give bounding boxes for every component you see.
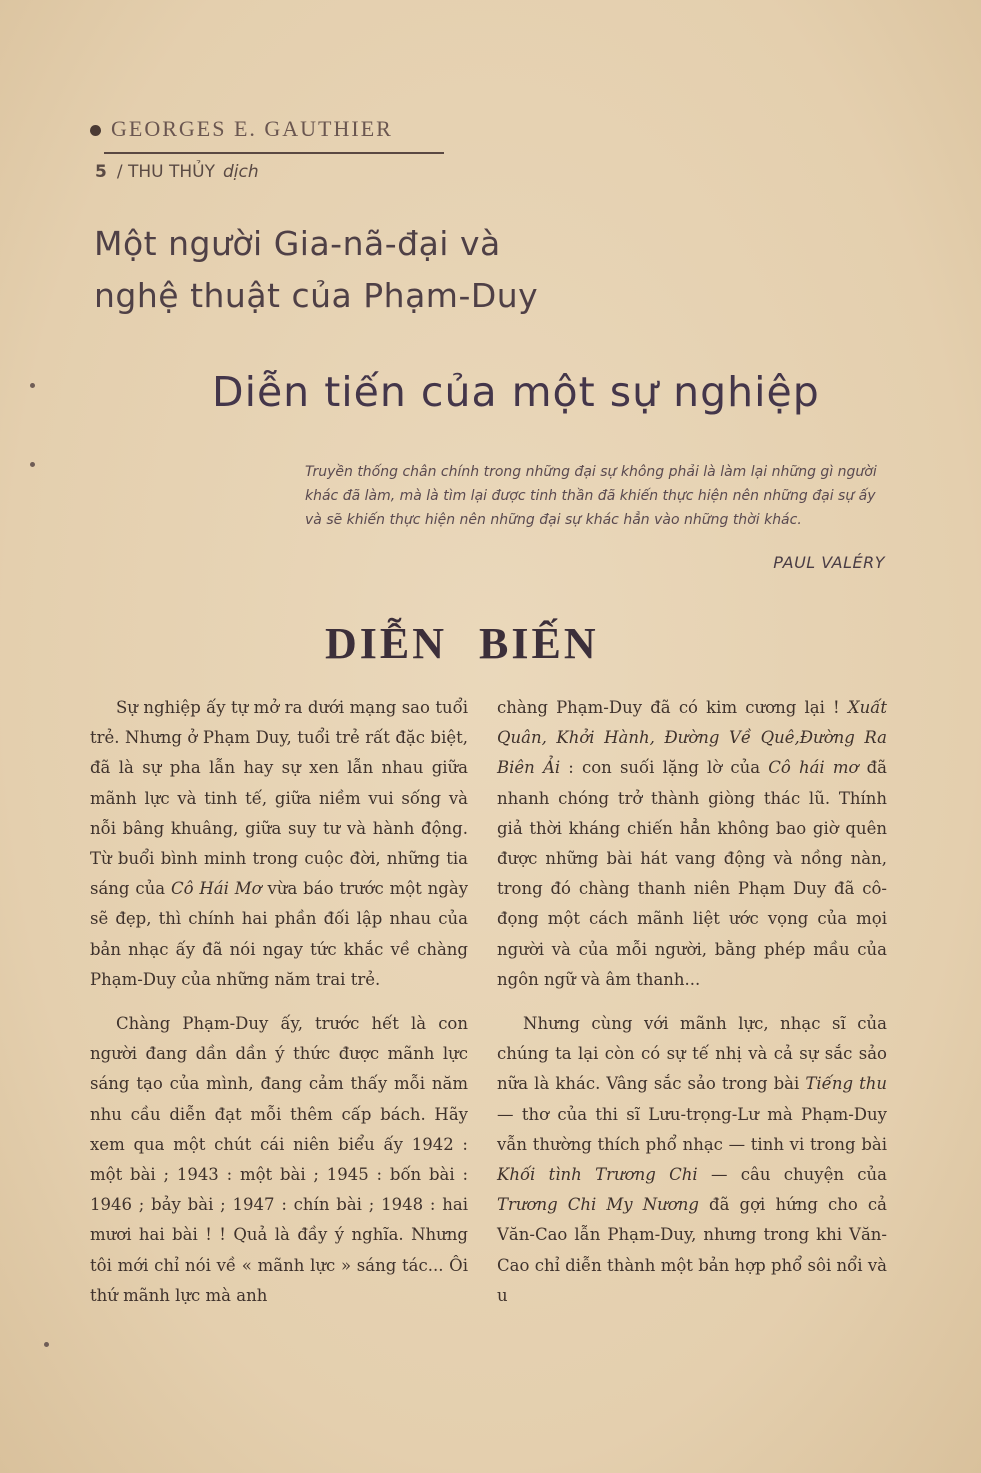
paragraph: [90, 1009, 468, 1311]
bullet-icon: [90, 125, 101, 136]
epigraph-author: PAUL VALÉRY: [773, 553, 885, 572]
paragraph-text: vừa báo trước một ngày sẽ đẹp, thì chính hai phần đối lập nhau của bản nhạc ấy đã nói ngay tức khắc về chàng Phạm-Duy của những năm trai trẻ.: [90, 879, 469, 989]
author-divider: [104, 152, 444, 154]
song-title: Trương Chi My Nương: [497, 1195, 699, 1215]
translator-line: [95, 162, 259, 182]
paragraph-text: đã nhanh chóng trở thành giòng thác lũ. Thính giả thời kháng chiến hẳn không bao giờ quên được những bài hát vang động và nồng nàn, trong đó chàng thanh niên Phạm Duy đã cô-đọng một cách mãnh liệt ước vọng của mọi người và của mỗi người, bằng phép mầu của ngôn ngữ và âm thanh...: [497, 758, 887, 989]
article-title-line-2: nghệ thuật của Phạm-Duy: [94, 276, 539, 315]
paragraph-text: Nhưng cùng với mãnh lực, nhạc sĩ của chúng ta lại còn có sự tế nhị và cả sự sắc sảo nữa là khác. Vâng sắc sảo trong bài: [497, 1014, 887, 1094]
paragraph-text: Chàng Phạm-Duy ấy, trước hết là con người đang dần dần ý thức được mãnh lực sáng tạo của mình, đang cảm thấy mỗi năm nhu cầu diễn đạt mỗi thêm cấp bách. Hãy xem qua một chút cái niên biểu ấy 1942 : một bài ; 1943 : một bài ; 1945 : bốn bài : 1946 ; bảy bài ; 1947 : chín bài ; 1948 : hai mươi hai bài ! ! Quả là đầy ý nghĩa. Nhưng tôi mới chỉ nói về « mãnh lực » sáng tác... Ôi thứ mãnh lực mà anh: [90, 1014, 468, 1305]
epigraph-quote: Truyền thống chân chính trong những đại sự không phải là làm lại những gì người khác đã làm, mà là tìm lại được tinh thần đã khiến thực hiện nên những đại sự ấy và sẽ khiến thực hiện nên những đại sự khác hẳn vào những thời khác.: [305, 464, 877, 528]
author-name: GEORGES E. GAUTHIER: [111, 116, 393, 141]
paper-speck: [30, 462, 35, 467]
paragraph: [90, 693, 468, 995]
translator-name: / THU THỦY: [116, 162, 215, 182]
translator-role: dịch: [222, 162, 259, 182]
paper-speck: [30, 383, 35, 388]
issue-number: 5: [95, 162, 107, 182]
song-title: Cô Hái Mơ: [170, 879, 262, 899]
paragraph-text: Sự nghiệp ấy tự mở ra dưới mạng sao tuổi trẻ. Nhưng ở Phạm Duy, tuổi trẻ rất đặc biệt, đã là sự pha lẫn hay sự xen lẫn nhau giữa mãnh lực và tinh tế, giữa niềm vui sống và nỗi bâng khuâng, giữa suy tư và hành động. Từ buổi bình minh trong cuộc đời, những tia sáng của: [90, 698, 468, 899]
paragraph: [497, 1009, 887, 1311]
author-line: [90, 116, 393, 142]
song-title: Cô hái mơ: [768, 758, 859, 778]
paragraph-text: : con suối lặng lờ của: [568, 758, 761, 778]
body-column-right: [497, 693, 887, 1325]
song-title: Xuất Quân, Khởi Hành, Đường Về Quê,Đường Ra Biên Ải: [497, 698, 887, 778]
paper-speck: [44, 1342, 49, 1347]
paragraph: [497, 693, 887, 995]
paragraph-text: — câu chuyện của: [710, 1165, 887, 1185]
paragraph-text: đã gợi hứng cho cả Văn-Cao lẫn Phạm-Duy, nhưng trong khi Văn-Cao chỉ diễn thành một bản hợp phổ sôi nổi và u: [497, 1195, 887, 1305]
paragraph-text: chàng Phạm-Duy đã có kim cương lại !: [497, 698, 840, 717]
song-title: Khối tình Trương Chi: [497, 1165, 698, 1185]
body-column-left: [90, 693, 468, 1325]
article-subtitle: Diễn tiến của một sự nghiệp: [212, 368, 820, 416]
paragraph-text: — thơ của thi sĩ Lưu-trọng-Lư mà Phạm-Duy vẫn thường thích phổ nhạc — tinh vi trong bài: [497, 1104, 887, 1154]
section-title: DIỄN BIẾN: [325, 619, 599, 668]
song-title: Tiếng thu: [805, 1074, 887, 1094]
article-title: [94, 218, 654, 322]
article-title-line-1: Một người Gia-nã-đại và: [94, 224, 501, 263]
